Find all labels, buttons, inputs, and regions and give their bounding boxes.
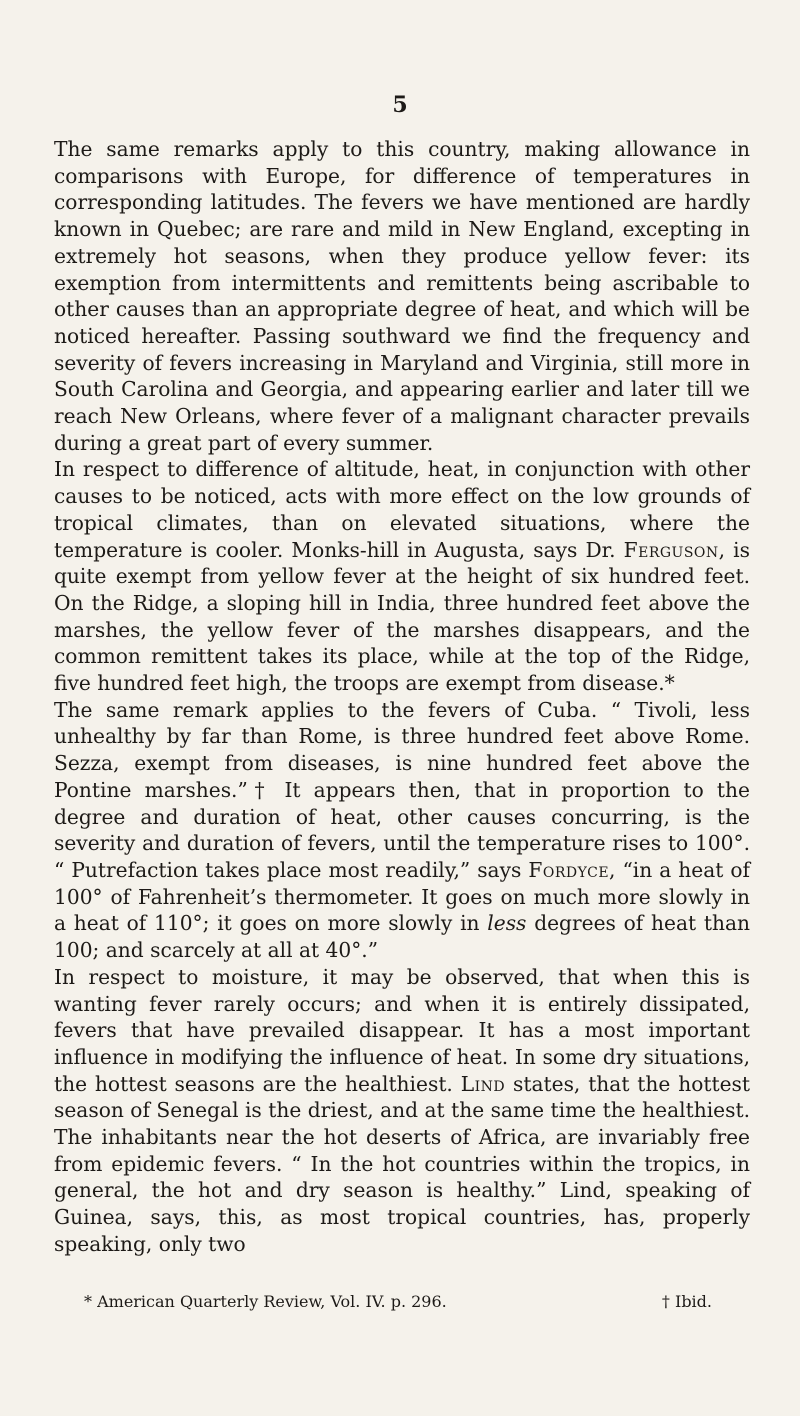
- italic-less: less: [487, 911, 527, 936]
- paragraph-2: [54, 456, 750, 696]
- paragraph-3: [54, 697, 750, 964]
- paragraph-2-text-b: , is quite exempt from yellow fever at the height of six hundred feet. On the Ridge, a sloping hill in India, three hundred feet above the marshes, the yellow fever of the marshes disappears, and the common remittent takes its place, while at the top of the Ridge, five hundred feet high, the troops are exempt from disease.*: [54, 537, 750, 696]
- footnote-right: † Ibid.: [661, 1292, 712, 1311]
- paragraph-4: [54, 964, 750, 1258]
- body-text: [54, 136, 750, 1258]
- paragraph-3-text-a: The same remark applies to the fevers of Cuba. “ Tivoli, less unhealthy by far than Rome, is three hundred feet above Rome. Sezza, exempt from diseases, is nine hundred feet above the Pontine marshes.”† It appears then, that in proportion to the degree and duration of heat, other causes concurring, is the severity and duration of fevers, until the temperature rises to 100°. “ Putrefaction takes place most readily,” says: [54, 697, 750, 882]
- author-name-fordyce: Fordyce: [528, 857, 610, 882]
- author-name-lind: Lind: [460, 1071, 506, 1096]
- paragraph-4-text-b: states, that the hottest season of Senegal is the driest, and at the same time the healthiest. The inhabitants near the hot deserts of Africa, are invariably free from epidemic fevers. “ In the hot countries within the tropics, in general, the hot and dry season is healthy.” Lind, speaking of Guinea, says, this, as most tropical countries, has, properly speaking, only two: [54, 1071, 751, 1256]
- footnotes: [84, 1292, 712, 1311]
- paragraph-3-text-b: , “in a heat of 100° of Fahrenheit’s thermometer. It goes on much more slowly in a heat of 110°; it goes on more slowly in: [54, 857, 750, 936]
- page-number: 5: [392, 92, 408, 118]
- paragraph-4-text-a: In respect to moisture, it may be observed, that when this is wanting fever rarely occurs; and when it is entirely dissipated, fevers that have prevailed disappear. It has a most important influence in modifying the influence of heat. In some dry situations, the hottest seasons are the healthiest.: [54, 964, 750, 1096]
- paragraph-1-text: The same remarks apply to this country, making allowance in comparisons with Europe, for difference of temperatures in corresponding latitudes. The fevers we have mentioned are hardly known in Quebec; are rare and mild in New England, excepting in extremely hot seasons, when they produce yellow fever: its exemption from intermittents and remittents being ascribable to other causes than an appropriate degree of heat, and which will be noticed hereafter. Passing southward we find the frequency and severity of fevers increasing in Maryland and Virginia, still more in South Carolina and Georgia, and appearing earlier and later till we reach New Orleans, where fever of a malignant character prevails during a great part of every summer.: [54, 137, 750, 455]
- author-name-ferguson: Ferguson: [623, 537, 719, 562]
- paragraph-3-text-c: degrees of heat than 100; and scarcely at all at 40°.”: [54, 911, 751, 963]
- paragraph-2-text-a: In respect to difference of altitude, heat, in conjunction with other causes to be noticed, acts with more effect on the low grounds of tropical climates, than on elevated situations, where the temperature is cooler. Monks-hill in Augusta, says Dr.: [54, 457, 750, 562]
- paragraph-1: [54, 136, 750, 456]
- footnote-left: * American Quarterly Review, Vol. IV. p. 296.: [84, 1292, 447, 1311]
